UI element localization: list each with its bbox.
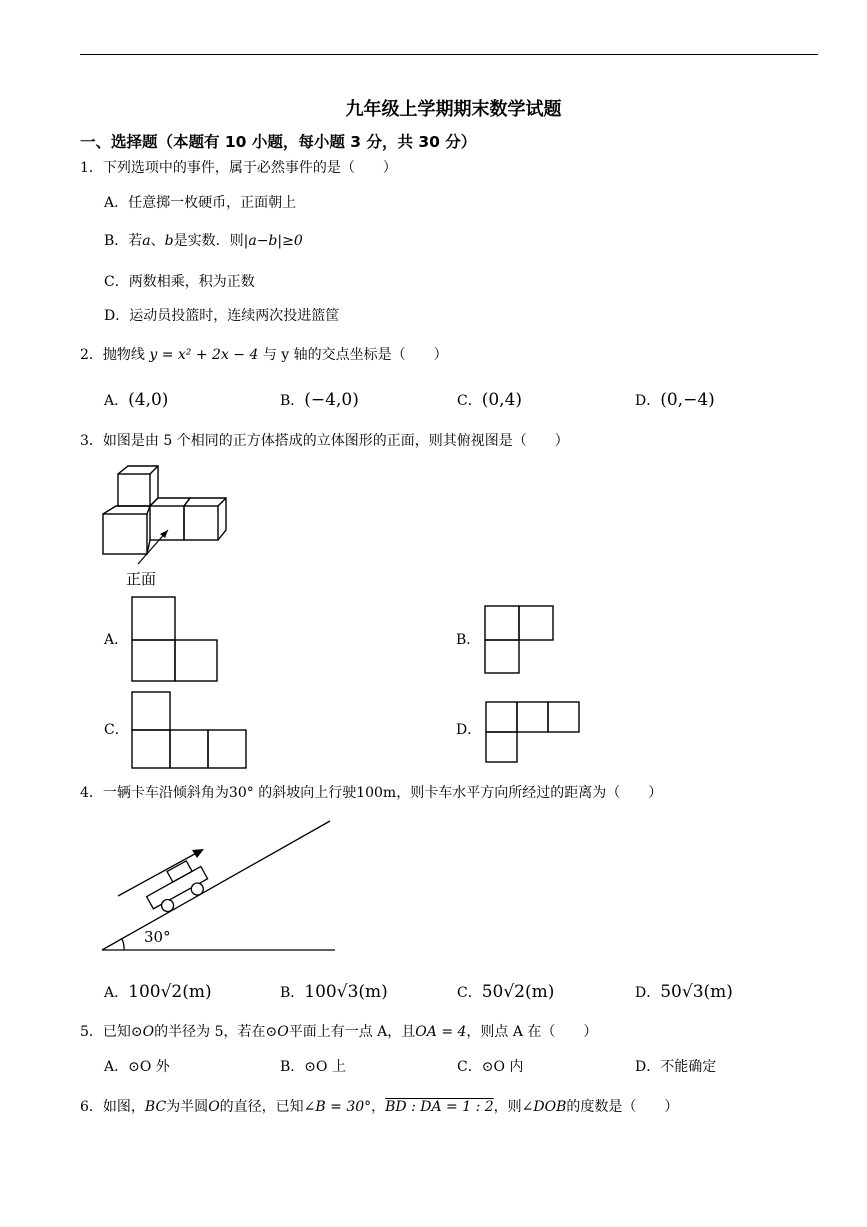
q1-option-d: D．运动员投篮时，连续两次投进篮筐 <box>104 308 340 324</box>
q3-option-a-label: A． <box>104 632 129 648</box>
q4-option-b: B．100√3(m) <box>280 982 388 1002</box>
q3-option-a-figure <box>131 596 221 684</box>
section-heading: 一、选择题（本题有 10 小题，每小题 3 分，共 30 分） <box>80 133 477 151</box>
q2-option-b: B．(−4,0) <box>280 390 359 410</box>
q5-option-b: B．⊙O 上 <box>280 1059 346 1075</box>
q2-option-d: D．(0,−4) <box>635 390 715 410</box>
q4-option-c: C．50√2(m) <box>457 982 555 1002</box>
q2-stem: 2．抛物线 y = x² + 2x − 4 与 y 轴的交点坐标是（ ） <box>80 347 448 363</box>
q2-option-c: C．(0,4) <box>457 390 523 410</box>
q5-option-a: A．⊙O 外 <box>104 1059 170 1075</box>
q4-slope-figure <box>100 818 340 958</box>
q3-option-d-label: D． <box>456 722 482 738</box>
q1-stem: 1．下列选项中的事件，属于必然事件的是（ ） <box>80 160 397 176</box>
q5-stem: 5．已知⊙O的半径为 5，若在⊙O平面上有一点 A，且OA = 4，则点 A 在（ ） <box>80 1024 598 1040</box>
q5-option-c: C．⊙O 内 <box>457 1059 524 1075</box>
q3-front-label: 正面 <box>126 570 157 588</box>
q3-option-c-label: C． <box>104 722 129 738</box>
q6-stem: 6．如图，BC为半圆O的直径，已知∠B = 30°，BD : DA = 1 : 2，则∠DOB的度数是（ ） <box>80 1099 679 1115</box>
q3-option-d-figure <box>485 701 581 765</box>
header-rule <box>80 54 818 55</box>
q5-option-d: D．不能确定 <box>635 1059 717 1075</box>
q4-option-a: A．100√2(m) <box>104 982 212 1002</box>
q3-stem: 3．如图是由 5 个相同的正方体搭成的立体图形的正面，则其俯视图是（ ） <box>80 433 569 449</box>
q2-option-a: A．(4,0) <box>104 390 169 410</box>
q3-solid-figure <box>100 468 240 568</box>
q4-angle-label: 30° <box>144 928 171 946</box>
q3-option-b-label: B． <box>456 632 481 648</box>
q1-option-b: B．若a、b是实数．则|a−b|≥0 <box>104 233 303 249</box>
q1-option-a: A．任意掷一枚硬币，正面朝上 <box>104 195 297 211</box>
page-title: 九年级上学期期末数学试题 <box>345 99 562 120</box>
q3-option-c-figure <box>131 691 251 771</box>
q4-stem: 4．一辆卡车沿倾斜角为30° 的斜坡向上行驶100m，则卡车水平方向所经过的距离为（ ） <box>80 785 663 801</box>
q1-option-c: C．两数相乘，积为正数 <box>104 274 255 290</box>
q3-option-b-figure <box>484 605 556 675</box>
q4-option-d: D．50√3(m) <box>635 982 733 1002</box>
